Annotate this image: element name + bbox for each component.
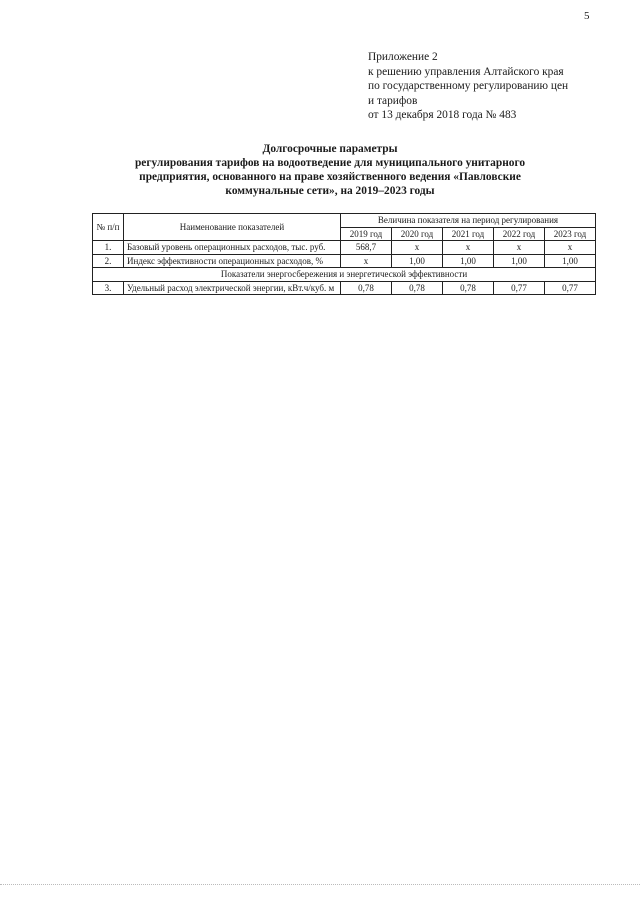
row-value: 0,78	[392, 281, 443, 295]
row-value: x	[494, 241, 545, 255]
title-line: Долгосрочные параметры	[262, 143, 398, 155]
row-name: Индекс эффективности операционных расходов, %	[124, 254, 341, 268]
header-name: Наименование показателей	[124, 214, 341, 241]
row-value: 1,00	[545, 254, 596, 268]
table-row	[93, 241, 596, 255]
row-value: x	[443, 241, 494, 255]
header-year: 2022 год	[494, 227, 545, 241]
row-value: 0,78	[341, 281, 392, 295]
row-num: 3.	[93, 281, 124, 295]
scan-edge-divider	[0, 884, 640, 885]
title-line: коммунальные сети», на 2019–2023 годы	[225, 185, 435, 197]
row-value: 1,00	[392, 254, 443, 268]
row-value: 0,78	[443, 281, 494, 295]
section-header-row	[93, 268, 596, 282]
appendix-line: и тарифов	[368, 94, 418, 107]
row-name: Базовый уровень операционных расходов, тыс. руб.	[124, 241, 341, 255]
appendix-line: Приложение 2	[368, 51, 438, 63]
header-year: 2020 год	[392, 227, 443, 241]
parameters-table	[92, 213, 596, 295]
section-title: Показатели энергосбережения и энергетической эффективности	[93, 268, 596, 282]
header-year: 2019 год	[341, 227, 392, 241]
table-row	[93, 281, 596, 295]
row-value: x	[392, 241, 443, 255]
row-value: 1,00	[443, 254, 494, 268]
page-number: 5	[584, 10, 590, 22]
table-header-row	[93, 214, 596, 228]
header-period: Величина показателя на период регулирования	[341, 214, 596, 228]
title-line: предприятия, основанного на праве хозяйственного ведения «Павловские	[139, 171, 521, 183]
row-value: 0,77	[494, 281, 545, 295]
header-num: № п/п	[93, 214, 124, 241]
appendix-line: по государственному регулированию цен	[368, 80, 569, 93]
row-value: 0,77	[545, 281, 596, 295]
header-year: 2021 год	[443, 227, 494, 241]
title-line: регулирования тарифов на водоотведение для муниципального унитарного	[134, 157, 526, 169]
row-value: x	[545, 241, 596, 255]
row-name: Удельный расход электрической энергии, кВт.ч/куб. м	[124, 281, 341, 295]
appendix-line: от 13 декабря 2018 года № 483	[368, 109, 517, 122]
appendix-block	[368, 50, 568, 123]
row-value: 1,00	[494, 254, 545, 268]
row-value: x	[341, 254, 392, 268]
row-num: 1.	[93, 241, 124, 255]
appendix-line: к решению управления Алтайского края	[368, 65, 564, 78]
table-row	[93, 254, 596, 268]
document-title	[100, 142, 560, 198]
header-year: 2023 год	[545, 227, 596, 241]
row-num: 2.	[93, 254, 124, 268]
row-value: 568,7	[341, 241, 392, 255]
